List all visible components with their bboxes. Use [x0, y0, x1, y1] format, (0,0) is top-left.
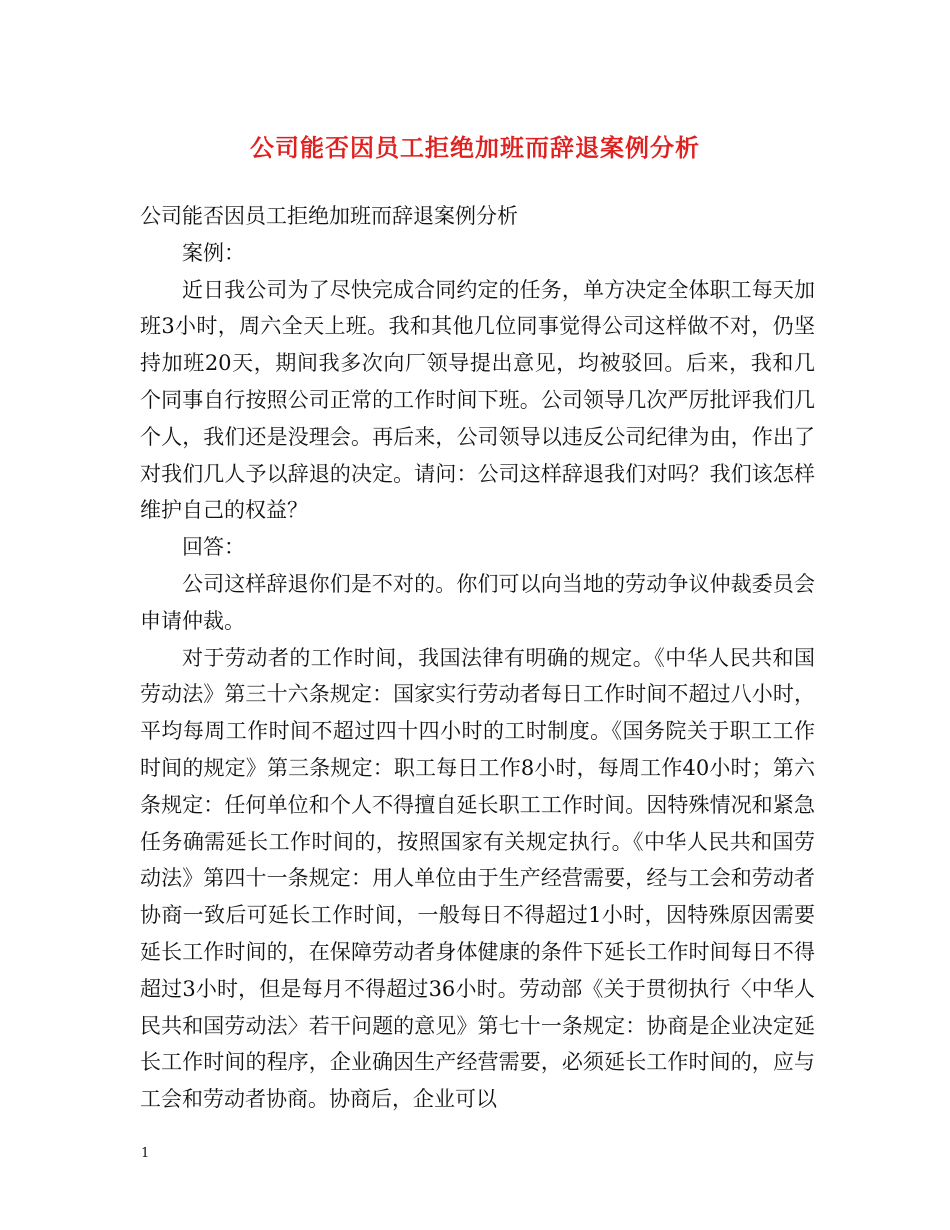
- document-title: 公司能否因员工拒绝加班而辞退案例分析: [250, 133, 700, 162]
- law-paragraph: 对于劳动者的工作时间，我国法律有明确的规定。《中华人民共和国劳动法》第三十六条规定：国家实行劳动者每日工作时间不超过八小时，平均每周工作时间不超过四十四小时的工时制度。《国务院关于职工工作时间的规定》第三条规定：职工每日工作8小时，每周工作40小时；第六条规定：任何单位和个人不得擅自延长职工工作时间。因特殊情况和紧急任务确需延长工作时间的，按照国家有关规定执行。《中华人民共和国劳动法》第四十一条规定：用人单位由于生产经营需要，经与工会和劳动者协商一致后可延长工作时间，一般每日不得超过1小时，因特殊原因需要延长工作时间的，在保障劳动者身体健康的条件下延长工作时间每日不得超过3小时，但是每月不得超过36小时。劳动部《关于贯彻执行〈中华人民共和国劳动法〉若干问题的意见》第七十一条规定：协商是企业决定延长工作时间的程序，企业确因生产经营需要，必须延长工作时间的，应与工会和劳动者协商。协商后，企业可以: [140, 645, 815, 1112]
- document-body: [140, 198, 815, 1118]
- answer-paragraph: 公司这样辞退你们是不对的。你们可以向当地的劳动争议仲裁委员会申请仲裁。: [140, 571, 815, 633]
- case-heading: 案例：: [182, 240, 245, 265]
- document-subtitle: 公司能否因员工拒绝加班而辞退案例分析: [140, 204, 518, 228]
- page-number: 1: [141, 1146, 150, 1161]
- case-paragraph: 近日我公司为了尽快完成合同约定的任务，单方决定全体职工每天加班3小时，周六全天上班。我和其他几位同事觉得公司这样做不对，仍坚持加班20天，期间我多次向厂领导提出意见，均被驳回。后来，我和几个同事自行按照公司正常的工作时间下班。公司领导几次严厉批评我们几个人，我们还是没理会。再后来，公司领导以违反公司纪律为由，作出了对我们几人予以辞退的决定。请问：公司这样辞退我们对吗？我们该怎样维护自己的权益？: [140, 277, 815, 523]
- answer-heading: 回答：: [182, 535, 245, 560]
